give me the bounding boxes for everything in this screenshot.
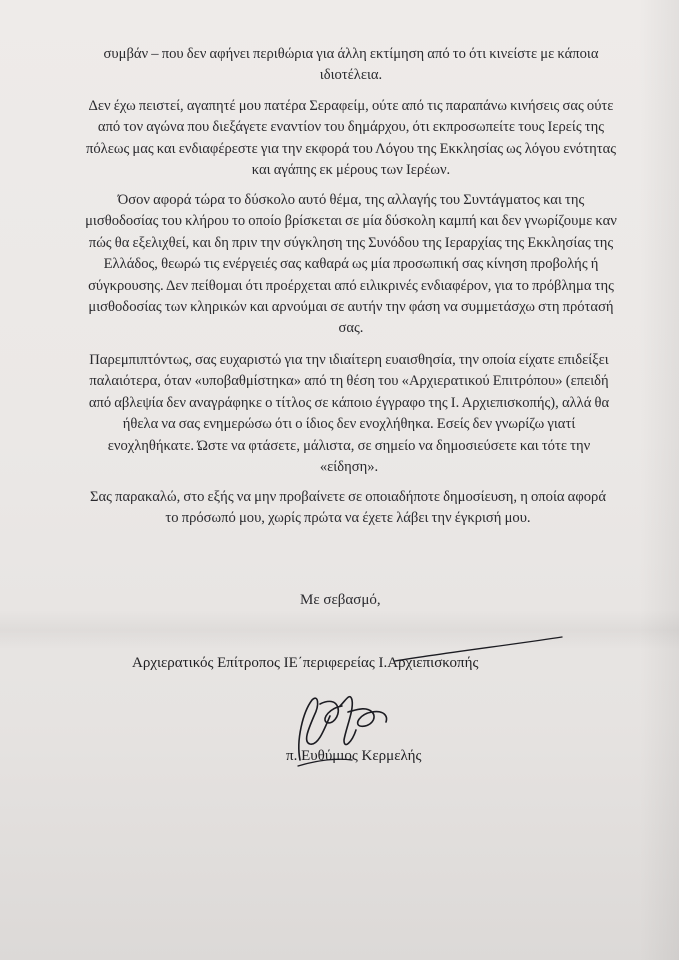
paragraph-text: Όσον αφορά τώρα το δύσκολο αυτό θέμα, της αλλαγής του Συντάγματος και της μισθοδοσίας του κλήρου το οποίο βρίσκεται σε μία δύσκολη καμπή και δεν γνωρίζουμε καν πώς θα εξελιχθεί, και δη πριν την σύγκληση της Συνόδου της Ιεραρχίας της Εκκλησίας της Ελλάδος, θεωρώ τις ενέργειές σας καθαρά ως μία προσωπική σας κίνηση προβολής ή σύγκρουσης. Δεν πείθομαι ότι προέρχεται από ειλικρινές ενδιαφέρον, για το πρόβλημα της μισθοδοσίας των κληρικών και αρνούμαι σε αυτήν την φάση να συμμετάσχω στη πρότασή σας. [85,192,617,337]
paragraph-text: Σας παρακαλώ, στο εξής να μην προβαίνετε σε οποιαδήποτε δημοσίευση, η οποία αφορά το πρόσωπό μου, χωρίς πρώτα να έχετε λάβει την έγκρισή μου. [90,489,606,527]
letter-paragraph-1 [88,44,614,87]
paper-edge-shadow [639,0,679,960]
letter-paragraph-4 [82,350,616,478]
paper-fold-shadow [0,610,679,650]
signer-name: π. Ευθύμιος Κερμελής [286,748,422,764]
closing-salutation: Με σεβασμό, [300,592,381,608]
letter-paragraph-3 [82,190,620,340]
paragraph-text: συμβάν – που δεν αφήνει περιθώρια για άλλη εκτίμηση από το ότι κινείστε με κάποια ιδιοτέλεια. [103,46,599,84]
letter-paragraph-5 [84,487,612,530]
paragraph-text: Δεν έχω πειστεί, αγαπητέ μου πατέρα Σεραφείμ, ούτε από τις παραπάνω κινήσεις σας ούτε από τον αγώνα που διεξάγετε εναντίον του δημάρχου, ότι εκπροσωπείτε τους Ιερείς της πόλεως μας και ενδιαφέρεστε για την εκφορά του Λόγου της Εκκλησίας ως λόγου ενότητας και αγάπης εκ μέρους των Ιερέων. [86,98,617,179]
letter-paragraph-2 [86,96,616,182]
paragraph-text: Παρεμπιπτόντως, σας ευχαριστώ για την ιδιαίτερη ευαισθησία, την οποία είχατε επιδείξει παλαιότερα, όταν «υποβαθμίστηκα» από τη θέση του «Αρχιερατικού Επιτρόπου» (επειδή από αβλεψία δεν αναγράφηκε ο τίτλος σε κάποιο έγγραφο της Ι. Αρχιεπισκοπής), αλλά θα ήθελα να σας ενημερώσω ότι ο ίδιος δεν ενοχλήθηκα. Εσείς δεν γνωρίζω γιατί ενοχληθήκατε. Ώστε να φτάσετε, μάλιστα, σε σημείο να δημοσιεύσετε και τότε την «είδηση». [88,352,610,476]
signer-role: Αρχιερατικός Επίτροπος ΙΕ΄περιφερείας Ι.Αρχιεπισκοπής [132,655,479,671]
